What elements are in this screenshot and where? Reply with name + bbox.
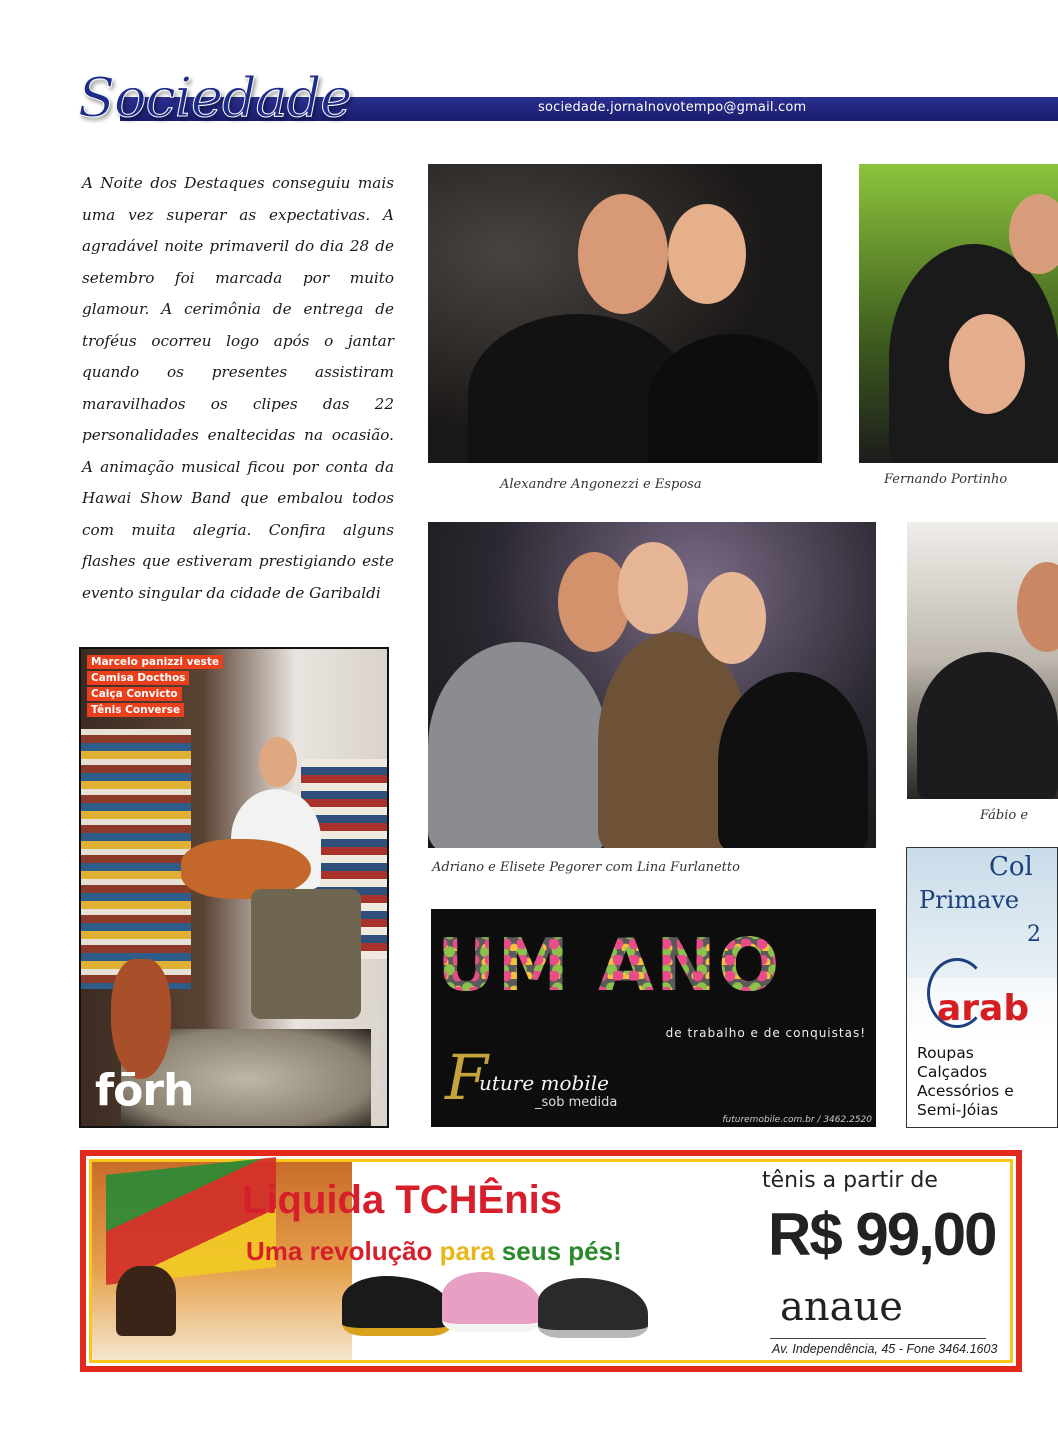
intro-article-text: A Noite dos Destaques conseguiu mais uma vez superar as expectativas. A agradável noite primaveril do dia 28 de setembro foi marcada por muito glamour. A cerimônia de entrega de troféus ocorreu logo após o jantar quando os presentes assistiram maravilhados os clipes das 22 personalidades enaltecidas na ocasião. A animação musical ficou por conta da Hawai Show Band que embalou todos com muita alegria. Confira alguns flashes que estiveram prestigiando este evento singular da cidade de Garibaldi	[82, 174, 394, 602]
photo-credit: Foto: Vicente Silveira	[373, 1000, 383, 1096]
forh-tag: Camisa Docthos	[87, 671, 189, 685]
store-address: Av. Independência, 45 - Fone 3464.1603	[772, 1342, 998, 1356]
arabesco-advertisement[interactable]	[906, 847, 1058, 1128]
arab-product: Roupas	[917, 1044, 974, 1062]
arab-collection-line: Primave	[919, 886, 1020, 914]
store-logo: anaue	[780, 1284, 903, 1330]
shoe-icon	[342, 1276, 452, 1336]
arab-product: Acessórios e	[917, 1082, 1014, 1100]
photo-couple-2	[859, 164, 1058, 463]
person	[251, 889, 361, 1019]
photo-couple-1	[428, 164, 822, 463]
forh-tag: Calça Convicto	[87, 687, 182, 701]
slogan-part: Uma revolução	[246, 1236, 440, 1266]
fm-website: futuremobile.com.br / 3462.2520	[722, 1115, 872, 1125]
arab-product-list	[917, 1044, 1014, 1120]
photo-caption: Fernando Portinho	[884, 472, 1008, 487]
person	[259, 737, 297, 787]
liquida-title: Liquida TCHÊnis	[242, 1178, 562, 1222]
bookshelf	[81, 729, 191, 989]
arab-collection-line: 2	[1027, 922, 1041, 947]
liquida-tchenis-advertisement[interactable]	[80, 1150, 1022, 1372]
photo-caption: Fábio e	[980, 808, 1029, 823]
slogan-part: seus pés!	[494, 1236, 622, 1266]
horse-rider-icon	[116, 1266, 176, 1336]
guitar	[111, 959, 171, 1079]
fm-brand-sub: _sob medida	[535, 1095, 618, 1110]
photo-caption: Alexandre Angonezzi e Esposa	[500, 477, 702, 492]
arab-logo: arab	[937, 988, 1030, 1029]
forh-tag: Tênis Converse	[87, 703, 184, 717]
section-title: Sociedade	[78, 66, 352, 129]
forh-tags	[87, 655, 223, 719]
fm-brand: uture mobile	[479, 1071, 609, 1095]
price-value: R$ 99,00	[768, 1201, 996, 1268]
arab-collection-line: Col	[989, 852, 1033, 882]
photo-caption: Adriano e Elisete Pegorer com Lina Furlanetto	[432, 860, 740, 875]
divider	[770, 1338, 986, 1339]
arab-product: Semi-Jóias	[917, 1101, 999, 1119]
fm-headline: UM ANO	[437, 923, 782, 1007]
forh-logo: fōrh	[95, 1065, 194, 1116]
photo-trio	[428, 522, 876, 848]
fm-tagline: de trabalho e de conquistas!	[665, 1026, 866, 1040]
fm-logo-initial: F	[445, 1041, 489, 1114]
forh-advertisement[interactable]	[79, 647, 389, 1128]
liquida-slogan	[246, 1236, 622, 1267]
photo-couple-3	[907, 522, 1058, 799]
forh-tag: Marcelo panizzi veste	[87, 655, 223, 669]
shoe-icon	[538, 1278, 648, 1338]
arab-product: Calçados	[917, 1063, 988, 1081]
shoe-icon	[442, 1272, 542, 1332]
contact-email[interactable]: sociedade.jornalnovotempo@gmail.com	[538, 100, 807, 115]
price-label: tênis a partir de	[762, 1168, 938, 1193]
future-mobile-advertisement[interactable]	[431, 909, 876, 1127]
slogan-part: para	[439, 1236, 495, 1266]
